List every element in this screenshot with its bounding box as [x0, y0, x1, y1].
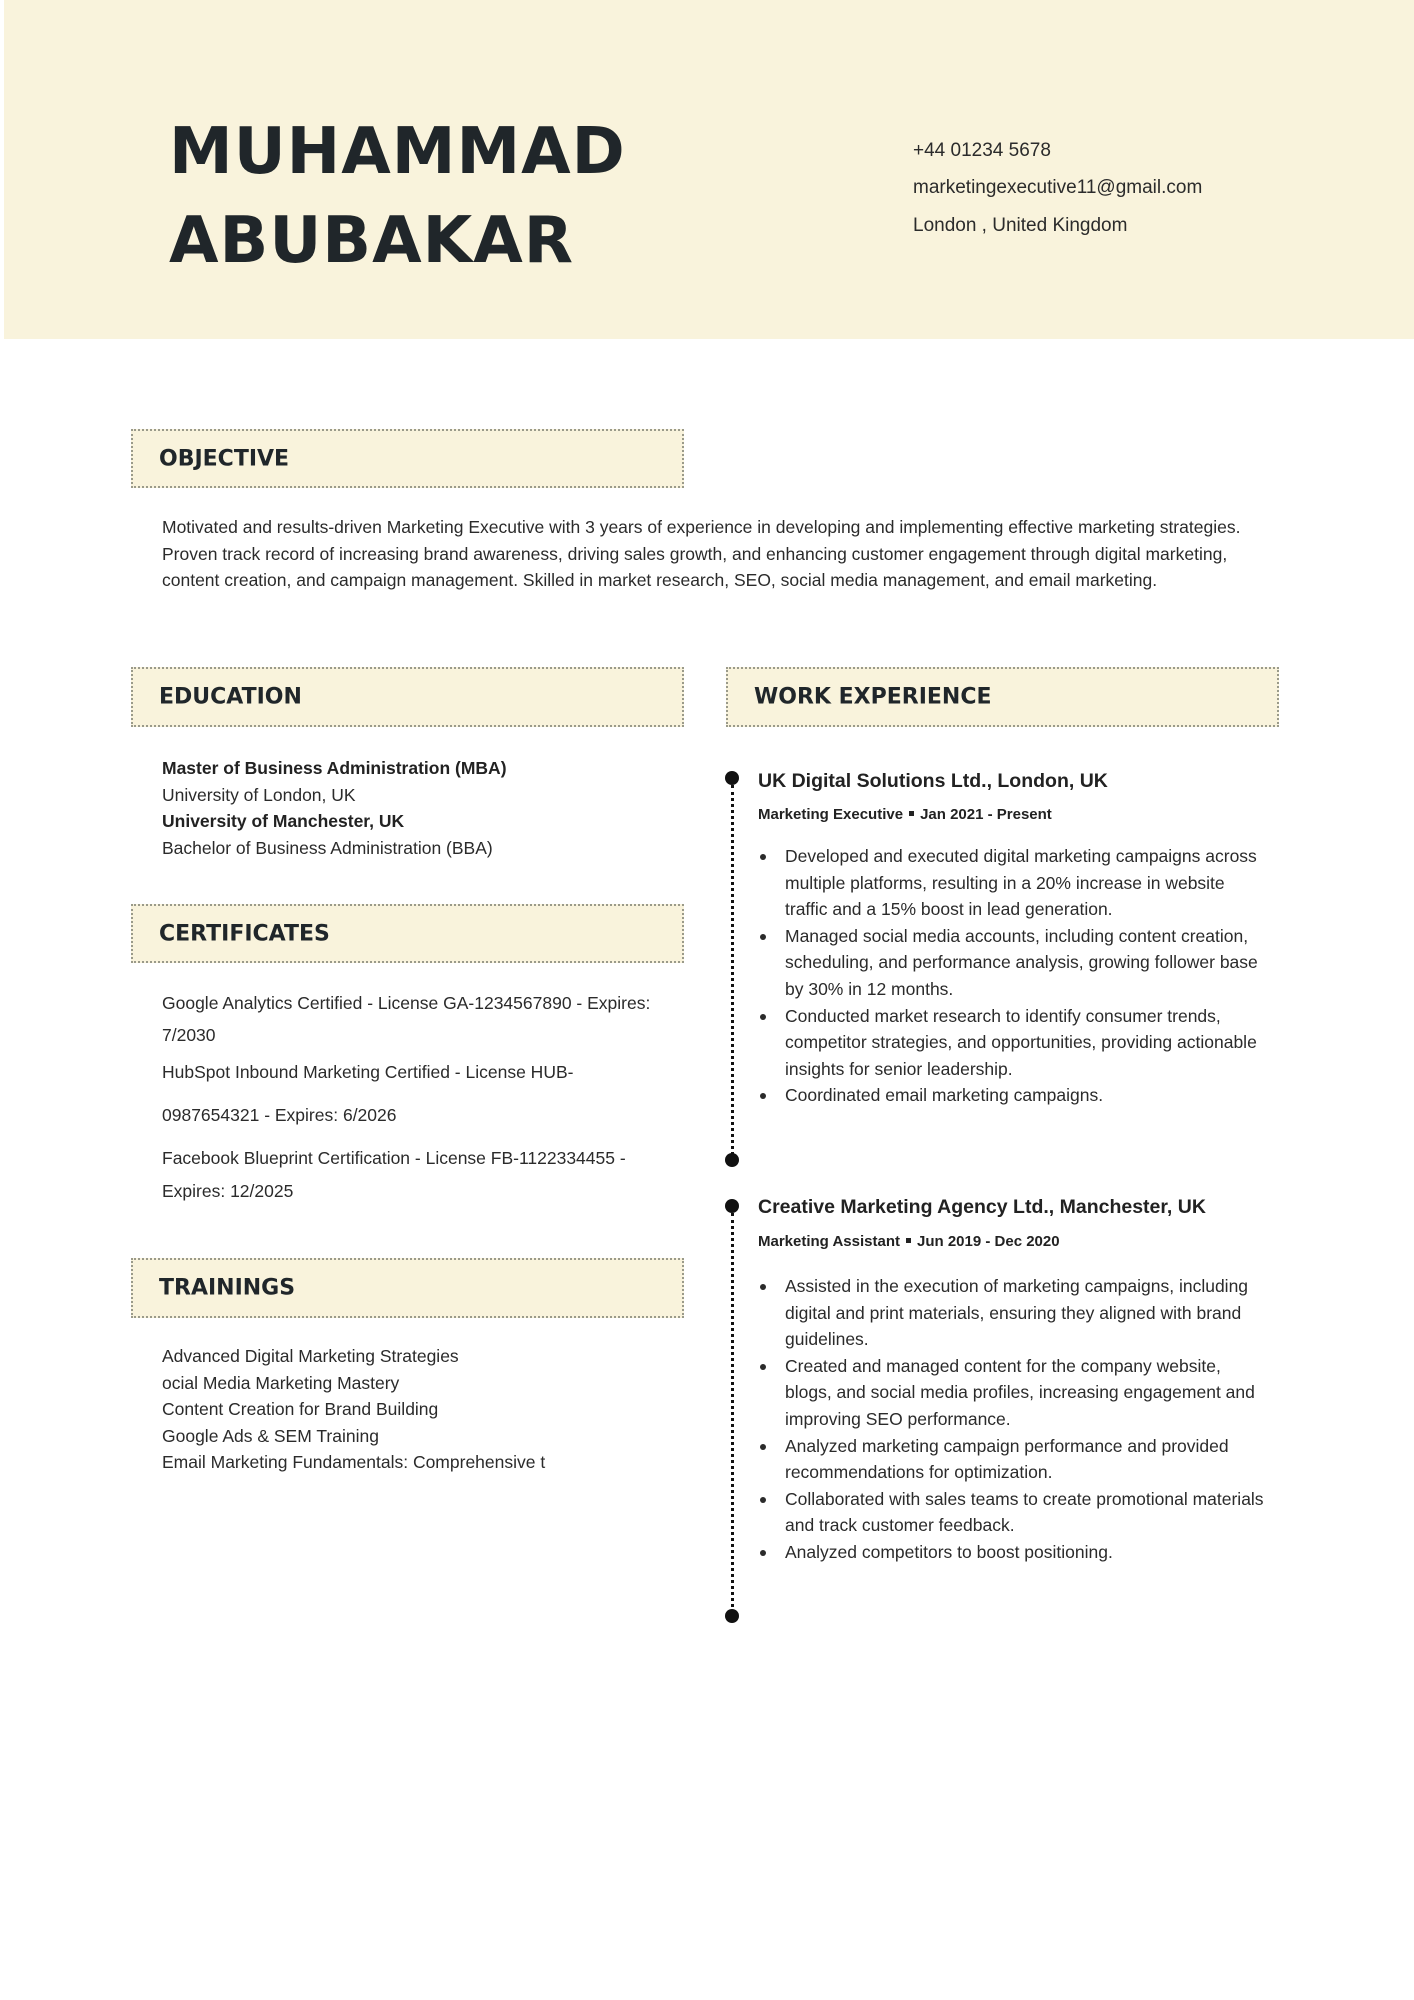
objective-title: OBJECTIVE — [159, 446, 290, 471]
education-heading-box — [131, 667, 684, 727]
bullet-line: multiple platforms, resulting in a 20% increase in website — [785, 872, 1225, 893]
objective-line: Motivated and results-driven Marketing Executive with 3 years of experience in developing and implementing effective marketing strategies. — [162, 517, 1241, 537]
job-bullet — [758, 1486, 1278, 1539]
job-meta — [758, 806, 1052, 823]
training-item: Email Marketing Fundamentals: Comprehensive t — [162, 1452, 546, 1473]
job-bullet — [758, 1433, 1278, 1486]
trainings-title: TRAININGS — [159, 1275, 296, 1301]
bullet-line: insights for senior leadership. — [785, 1058, 1013, 1079]
job-bullet — [758, 923, 1278, 1003]
certificate-line: 7/2030 — [162, 1025, 216, 1045]
timeline-dot-icon — [725, 771, 739, 785]
training-item: Content Creation for Brand Building — [162, 1399, 439, 1420]
bullet-line: and track customer feedback. — [785, 1515, 1015, 1536]
job-bullet — [758, 1539, 1278, 1566]
job-company: Creative Marketing Agency Ltd., Manchester, UK — [758, 1196, 1206, 1218]
bullet-line: scheduling, and performance analysis, growing follower base — [785, 952, 1258, 973]
work-experience-heading-box — [726, 667, 1279, 727]
name-last: ABUBAKAR — [169, 204, 574, 278]
job-role: Marketing Assistant — [758, 1233, 900, 1250]
bullet-line: traffic and a 15% boost in lead generation. — [785, 899, 1113, 920]
education-school-manchester: University of Manchester, UK — [162, 811, 405, 831]
timeline-dot-icon — [725, 1609, 739, 1623]
bullet-line: Coordinated email marketing campaigns. — [785, 1085, 1104, 1106]
objective-line: Proven track record of increasing brand awareness, driving sales growth, and enhancing customer engagement through digital marketing, — [162, 543, 1228, 564]
timeline-dot-icon — [725, 1153, 739, 1167]
training-item: Google Ads & SEM Training — [162, 1425, 379, 1446]
education-degree-bba: Bachelor of Business Administration (BBA) — [162, 838, 493, 858]
bullet-line: Managed social media accounts, including content creation, — [785, 925, 1249, 946]
objective-line: content creation, and campaign management. Skilled in market research, SEO, social media management, and email marketing. — [162, 570, 1158, 590]
certificate-line: 0987654321 - Expires: 6/2026 — [162, 1105, 397, 1125]
training-item: Advanced Digital Marketing Strategies — [162, 1346, 459, 1366]
bullet-line: Collaborated with sales teams to create promotional materials — [785, 1488, 1264, 1509]
trainings-list — [162, 1343, 545, 1476]
separator-icon — [909, 811, 914, 816]
job-bullet — [758, 1353, 1278, 1433]
contact-phone: +44 01234 5678 — [913, 140, 1051, 161]
timeline-dot-icon — [725, 1199, 739, 1213]
job-bullet — [758, 1082, 1278, 1109]
bullet-line: Analyzed marketing campaign performance and provided — [785, 1435, 1229, 1456]
certificates-heading-box — [131, 904, 684, 963]
job-meta — [758, 1233, 1060, 1250]
job-bullets — [758, 843, 1278, 1109]
job-bullets — [758, 1273, 1278, 1566]
bullet-line: blogs, and social media profiles, increasing engagement and — [785, 1382, 1255, 1403]
name-first: MUHAMMAD — [169, 115, 626, 189]
education-title: EDUCATION — [159, 684, 302, 710]
contact-location: London , United Kingdom — [913, 215, 1128, 236]
separator-icon — [906, 1238, 911, 1243]
job-bullet — [758, 1273, 1278, 1353]
certificate-line: Expires: 12/2025 — [162, 1181, 294, 1201]
bullet-line: by 30% in 12 months. — [785, 978, 954, 999]
work-experience-title: WORK EXPERIENCE — [754, 684, 992, 710]
education-degree-mba: Master of Business Administration (MBA) — [162, 758, 507, 778]
certificate-line: Facebook Blueprint Certification - License FB-1122334455 - — [162, 1148, 626, 1168]
timeline-line — [731, 1213, 734, 1613]
job-dates: Jun 2019 - Dec 2020 — [916, 1233, 1060, 1250]
timeline-line — [731, 785, 734, 1155]
contact-email: marketingexecutive11@gmail.com — [913, 177, 1203, 198]
bullet-line: Conducted market research to identify consumer trends, — [785, 1005, 1221, 1026]
job-company: UK Digital Solutions Ltd., London, UK — [758, 770, 1108, 792]
bullet-line: recommendations for optimization. — [785, 1462, 1053, 1483]
job-role: Marketing Executive — [758, 806, 904, 823]
job-dates: Jan 2021 - Present — [920, 806, 1052, 823]
bullet-line: improving SEO performance. — [785, 1408, 1011, 1429]
trainings-heading-box — [131, 1258, 684, 1318]
bullet-line: Assisted in the execution of marketing campaigns, including — [785, 1276, 1249, 1296]
certificates-title: CERTIFICATES — [159, 921, 330, 946]
bullet-line: competitor strategies, and opportunities, providing actionable — [785, 1032, 1257, 1053]
objective-text — [162, 514, 1272, 594]
bullet-line: guidelines. — [785, 1329, 869, 1350]
education-school-london: University of London, UK — [162, 785, 356, 805]
certificate-line: HubSpot Inbound Marketing Certified - License HUB- — [162, 1062, 574, 1082]
job-bullet — [758, 1003, 1278, 1083]
objective-heading-box — [131, 429, 684, 488]
bullet-line: digital and print materials, ensuring they aligned with brand — [785, 1302, 1242, 1323]
bullet-line: Created and managed content for the company website, — [785, 1355, 1221, 1376]
job-bullet — [758, 843, 1278, 923]
bullet-line: Developed and executed digital marketing campaigns across — [785, 846, 1257, 866]
training-item: ocial Media Marketing Mastery — [162, 1372, 400, 1393]
bullet-line: Analyzed competitors to boost positioning. — [785, 1541, 1113, 1562]
certificate-line: Google Analytics Certified - License GA-1234567890 - Expires: — [162, 993, 651, 1013]
